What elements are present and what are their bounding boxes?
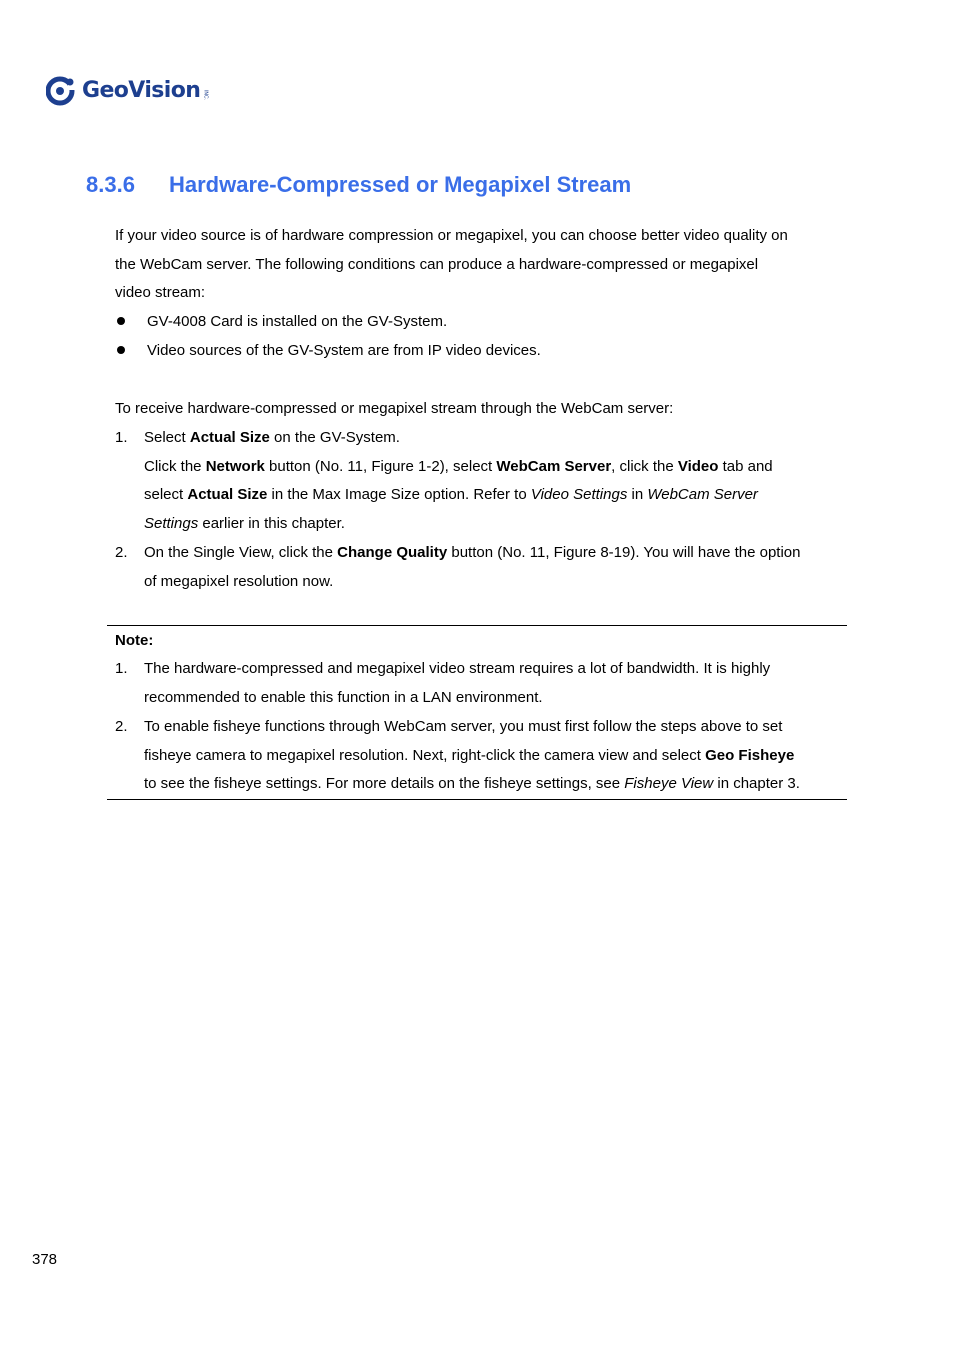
- note-line: To enable fisheye functions through WebCam server, you must first follow the steps above to set: [144, 718, 783, 735]
- logo-tm: INC.: [202, 90, 209, 100]
- page-number: 378: [32, 1251, 58, 1268]
- bullet-icon: [117, 317, 125, 325]
- geovision-eye-icon: [46, 74, 80, 108]
- step-line: Click the Network button (No. 11, Figure 1-2), select WebCam Server, click the Video tab and: [144, 458, 773, 475]
- step-line: Settings earlier in this chapter.: [144, 515, 345, 532]
- note-number: 1.: [115, 660, 128, 677]
- step-line: On the Single View, click the Change Quality button (No. 11, Figure 8-19). You will have the option: [144, 544, 801, 561]
- list-item: GV-4008 Card is installed on the GV-System.: [147, 313, 448, 330]
- intro-line: If your video source is of hardware compression or megapixel, you can choose better video quality on: [115, 227, 788, 244]
- step-line: Select Actual Size on the GV-System.: [144, 429, 400, 446]
- step-number: 1.: [115, 429, 128, 446]
- step-number: 2.: [115, 544, 128, 561]
- intro-line: video stream:: [115, 284, 206, 301]
- section-title: Hardware-Compressed or Megapixel Stream: [169, 172, 632, 197]
- note-line: to see the fisheye settings. For more details on the fisheye settings, see Fisheye View in chapter 3.: [144, 775, 800, 792]
- section-number: 8.3.6: [86, 172, 135, 197]
- note-label: Note:: [115, 632, 154, 649]
- geovision-logo: [46, 74, 208, 108]
- bullet-icon: [117, 346, 125, 354]
- note-bottom-rule: [107, 799, 847, 800]
- procedure-lead: To receive hardware-compressed or megapixel stream through the WebCam server:: [115, 400, 674, 417]
- note-number: 2.: [115, 718, 128, 735]
- note-line: fisheye camera to megapixel resolution. Next, right-click the camera view and select Geo Fisheye: [144, 747, 795, 764]
- step-line: select Actual Size in the Max Image Size option. Refer to Video Settings in WebCam Server: [144, 486, 758, 503]
- note-line: recommended to enable this function in a LAN environment.: [144, 689, 543, 706]
- note-line: The hardware-compressed and megapixel video stream requires a lot of bandwidth. It is highly: [144, 660, 771, 677]
- intro-line: the WebCam server. The following conditions can produce a hardware-compressed or megapixel: [115, 256, 759, 273]
- section-heading: [86, 172, 631, 198]
- note-top-rule: [107, 625, 847, 626]
- list-item: Video sources of the GV-System are from IP video devices.: [147, 342, 541, 359]
- logo-wordmark: GeoVision: [82, 78, 201, 103]
- step-line: of megapixel resolution now.: [144, 573, 334, 590]
